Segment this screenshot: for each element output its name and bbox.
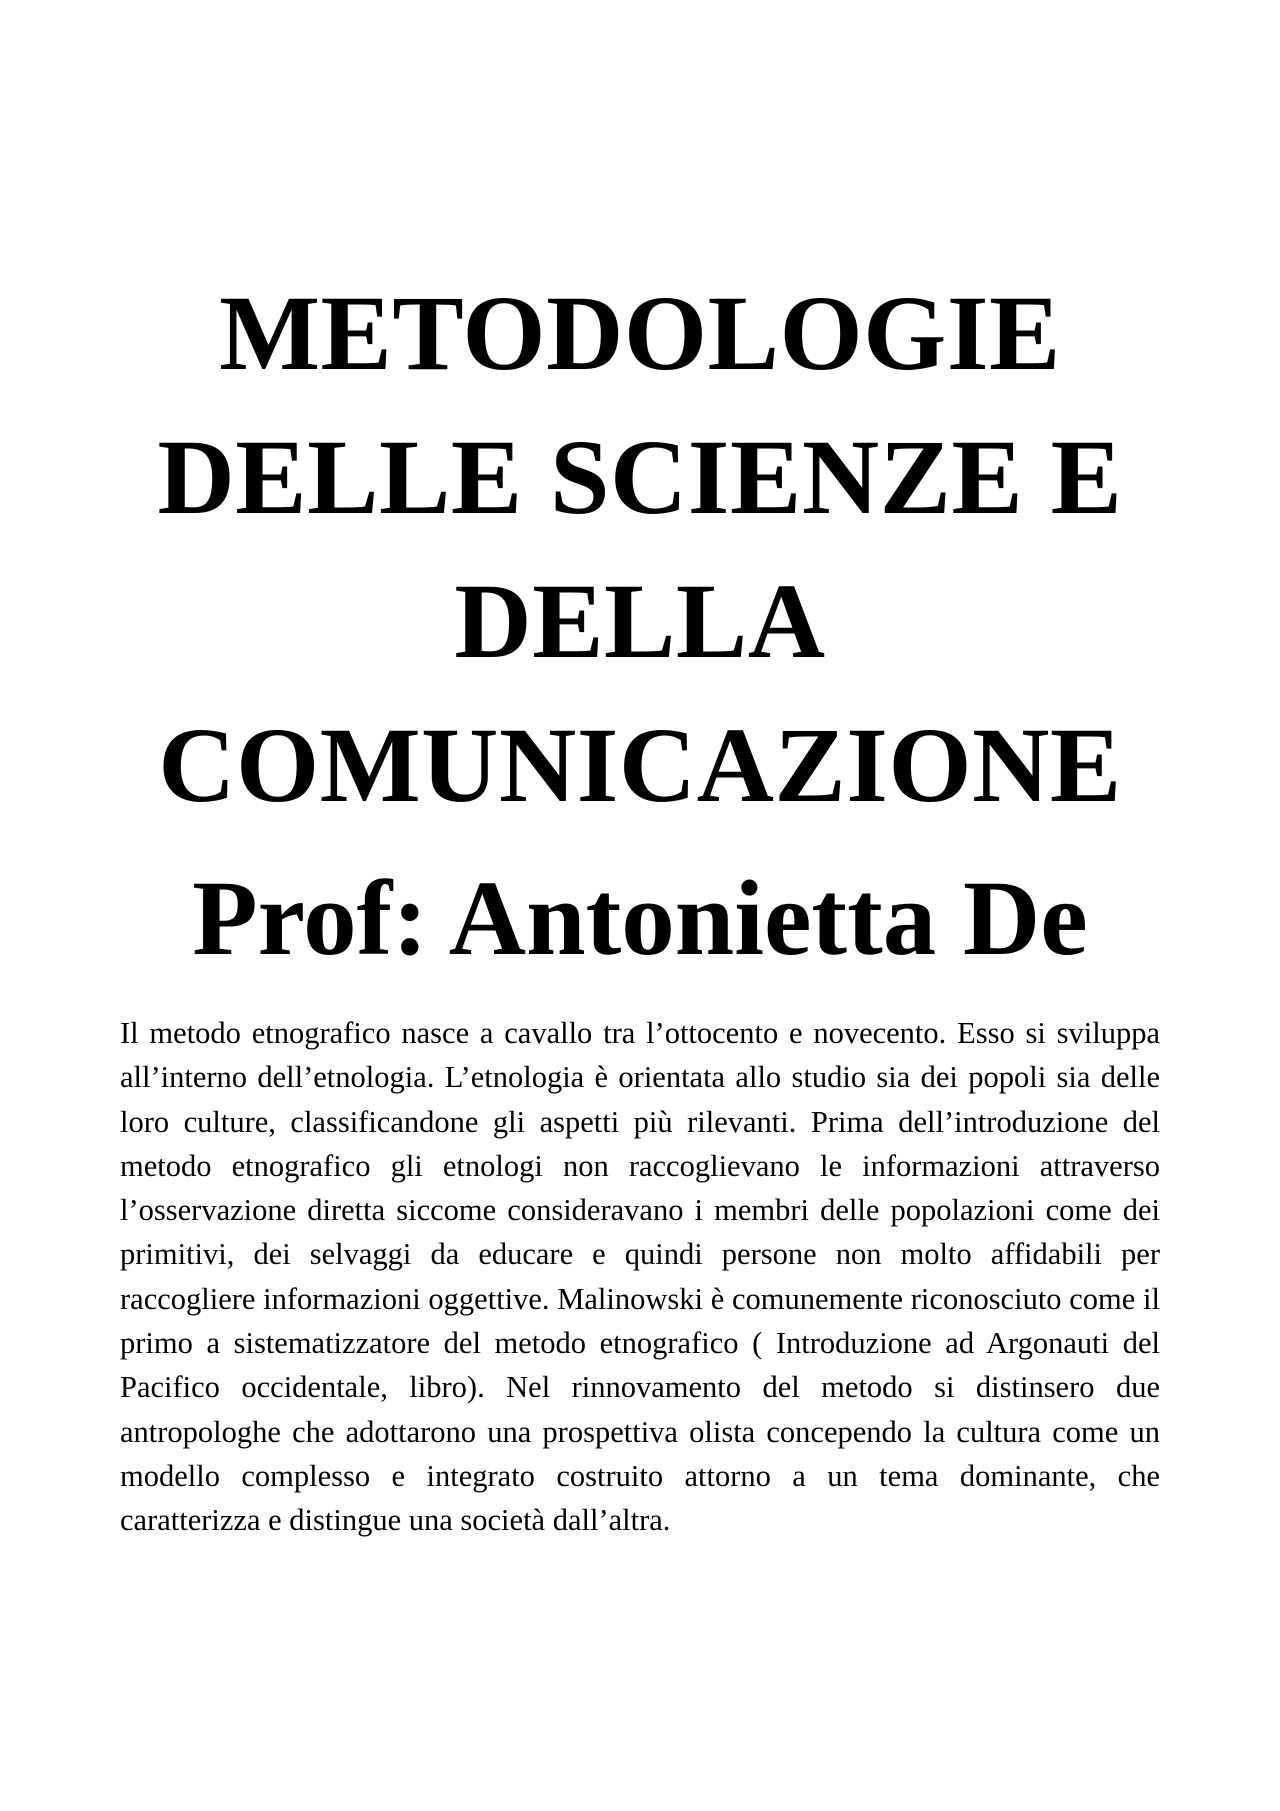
title-line-1: METODOLOGIE — [219, 275, 1061, 393]
author-heading: Prof: Antonietta De — [192, 860, 1088, 978]
title-line-3: DELLA — [454, 563, 826, 681]
body-paragraph: Il metodo etnografico nasce a cavallo tra l’ottocento e novecento. Esso si sviluppa all’interno dell’etnologia. L’etnologia è orientata allo studio sia dei popoli sia delle loro culture, classificandone gli aspetti più rilevanti. Prima dell’introduzione del metodo etnografico gli etnologi non raccoglievano le informazioni attraverso l’osservazione diretta siccome consideravano i membri delle popolazioni come dei primitivi, dei selvaggi da educare e quindi persone non molto affidabili per raccogliere informazioni oggettive. Malinowski è comunemente riconosciuto come il primo a sistematizzatore del metodo etnografico ( Introduzione ad Argonauti del Pacifico occidentale, libro). Nel rinnovamento del metodo si distinsero due antropologhe che adottarono una prospettiva olista concependo la cultura come un modello complesso e integrato costruito attorno a un tema dominante, che caratterizza e distingue una società dall’altra. — [120, 1016, 1160, 1538]
document-title — [0, 262, 1280, 838]
title-line-2: DELLE SCIENZE E — [157, 419, 1123, 537]
title-line-4: COMUNICAZIONE — [158, 707, 1122, 825]
